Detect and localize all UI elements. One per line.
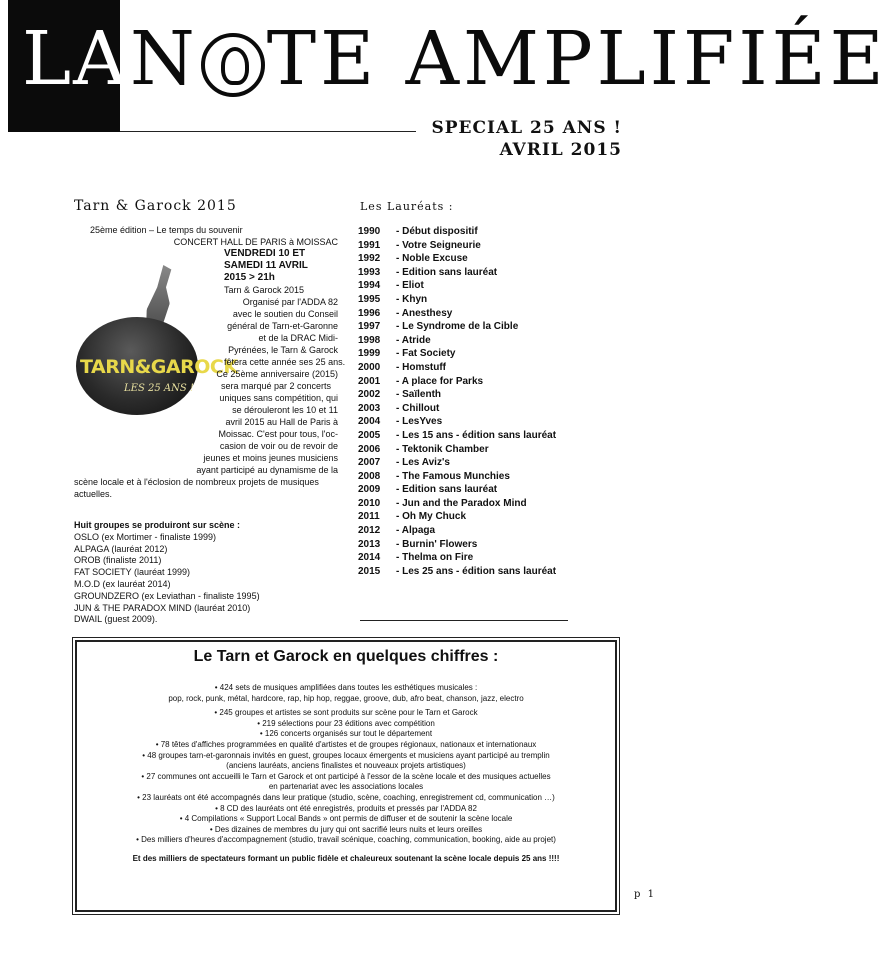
figures-title: Le Tarn et Garock en quelques chiffres :	[193, 648, 499, 665]
laureat-row	[358, 239, 556, 253]
laureat-year: 1997	[358, 321, 381, 333]
laureat-year: 1991	[358, 239, 381, 251]
article-line: sera marqué par 2 concerts	[220, 381, 332, 391]
laureat-row	[358, 483, 556, 497]
laureat-year: 1990	[358, 226, 381, 237]
article-line: ayant participé au dynamisme de la	[196, 465, 338, 475]
laureat-year: 1995	[358, 293, 381, 305]
laureat-name: - Burnin' Flowers	[396, 538, 478, 550]
group-item: GROUNDZERO (ex Leviathan - finaliste 1995)	[74, 590, 260, 601]
issue-info	[431, 117, 622, 161]
laureat-row	[358, 361, 556, 375]
figure-line: pop, rock, punk, métal, hardcore, rap, hip hop, reggae, groove, dub, afro beat, chanson, jazz, electro	[168, 693, 524, 703]
laureat-row	[358, 402, 556, 416]
laureat-name: - Atride	[396, 334, 431, 346]
article-subtitle: 25ème édition – Le temps du souvenir	[90, 225, 243, 235]
laureat-year: 2008	[358, 470, 381, 482]
laureat-row	[358, 347, 556, 361]
laureat-name: - Anesthesy	[396, 307, 453, 319]
article-line: 2015 > 21h	[224, 272, 275, 283]
article-line: scène locale et à l'éclosion de nombreux projets de musiques	[74, 477, 319, 487]
laureat-row	[358, 443, 556, 457]
groups-list	[74, 520, 338, 626]
article-line: se dérouleront les 10 et 11	[232, 405, 338, 415]
laureats-title: Les Lauréats :	[360, 200, 454, 213]
figure-line: • 424 sets de musiques amplifiées dans toutes les esthétiques musicales :	[214, 683, 478, 692]
laureat-year: 2013	[358, 538, 381, 550]
laureat-name: - Début dispositif	[396, 226, 478, 237]
laureat-year: 1996	[358, 307, 381, 319]
figure-line: Et des milliers de spectateurs formant un public fidèle et chaleureux soutenant la scène locale depuis 25 ans !!!!	[132, 853, 560, 863]
laureat-name: - LesYves	[396, 416, 443, 428]
masthead	[0, 14, 888, 104]
laureat-name: - Tektonik Chamber	[396, 443, 489, 455]
group-item: OROB (finaliste 2011)	[74, 555, 162, 566]
article-line: jeunes et moins jeunes musiciens	[203, 453, 338, 463]
laureat-name: - Les 25 ans - édition sans lauréat	[396, 565, 557, 577]
laureat-row	[358, 266, 556, 280]
logo-subtext: LES 25 ANS !	[124, 383, 194, 394]
laureat-year: 2004	[358, 416, 381, 428]
laureats-list	[358, 225, 556, 578]
laureat-year: 2006	[358, 443, 381, 455]
laureat-year: 1993	[358, 266, 381, 278]
laureat-row	[358, 470, 556, 484]
laureat-row	[358, 415, 556, 429]
laureat-year: 2014	[358, 552, 381, 564]
tarn-garock-logo	[74, 255, 238, 410]
issue-date: AVRIL 2015	[499, 140, 622, 160]
figure-line: • 78 têtes d'affiches programmées en qualité d'artistes et de groupes régionaux, nationaux et internationaux	[155, 739, 537, 749]
issue-special: SPECIAL 25 ANS !	[431, 118, 622, 138]
figure-line: • 8 CD des lauréats ont été enregistrés, produits et pressés par l'ADDA 82	[215, 803, 477, 813]
laureat-row	[358, 524, 556, 538]
laureat-year: 2007	[358, 457, 381, 469]
figure-line: • 245 groupes et artistes se sont produits sur scène pour le Tarn et Garock	[214, 708, 478, 718]
laureat-row	[358, 456, 556, 470]
figure-line: (anciens lauréats, anciens finalistes et nouveaux projets artistiques)	[226, 761, 466, 771]
laureat-name: - Fat Society	[396, 348, 456, 360]
laureat-year: 1998	[358, 334, 381, 346]
figure-line: • 219 sélections pour 23 éditions avec compétition	[257, 718, 435, 728]
article-line: Moissac. C'est pour tous, l'oc-	[218, 429, 338, 439]
laureat-name: - Le Syndrome de la Cible	[396, 321, 519, 333]
figure-line: • Des milliers d'heures d'accompagnement (studio, travail scénique, coaching, communication, booking, aide au projet)	[136, 835, 556, 845]
figure-line: • 23 lauréats ont été accompagnés dans leur pratique (studio, scène, coaching, enregistrement cd, communication …)	[137, 792, 555, 802]
article-line: et de la DRAC Midi-	[258, 333, 338, 343]
figure-line: • 4 Compilations « Support Local Bands » ont permis de diffuser et de soutenir la scène locale	[179, 814, 513, 824]
article-line: actuelles.	[74, 489, 113, 499]
article-line: Pyrénées, le Tarn & Garock	[228, 345, 338, 355]
laureat-year: 2001	[358, 375, 381, 387]
masthead-underline	[120, 131, 416, 132]
laureat-name: - Noble Excuse	[396, 253, 468, 265]
figure-line: • 27 communes ont accueilli le Tarn et Garock et ont participé à l'essor de la scène locale et des musiques actuelles	[141, 771, 551, 781]
laureat-row	[358, 252, 556, 266]
figures-body	[80, 683, 612, 865]
laureat-row	[358, 279, 556, 293]
article-line: Organisé par l'ADDA 82	[242, 297, 338, 307]
group-item: M.O.D (ex lauréat 2014)	[74, 578, 171, 589]
laureat-row	[358, 565, 556, 579]
laureat-name: - Edition sans lauréat	[396, 484, 498, 496]
article-line: fêtera cette année ses 25 ans.	[224, 357, 346, 367]
article-line: avril 2015 au Hall de Paris à	[225, 417, 338, 427]
laureat-row	[358, 538, 556, 552]
logo-text: TARN&GAROCK	[80, 356, 238, 378]
laureat-name: - Les 15 ans - édition sans lauréat	[396, 429, 557, 441]
page-number: p 1	[634, 889, 656, 900]
masthead-title	[130, 14, 888, 104]
article-line: général de Tarn-et-Garonne	[227, 321, 338, 331]
laureat-row	[358, 497, 556, 511]
laureat-name: - Oh My Chuck	[396, 511, 467, 523]
laureat-year: 2015	[358, 565, 381, 577]
masthead-rest: TE AMPLIFIÉE	[266, 16, 888, 102]
laureat-year: 2009	[358, 484, 381, 496]
laureat-name: - Les Aviz's	[396, 457, 450, 469]
article-line: VENDREDI 10 ET	[224, 248, 306, 259]
figure-line: • 48 groupes tarn-et-garonnais invités en guest, groupes locaux émergents et musiciens ayant participé au tremplin	[142, 750, 550, 760]
figure-line: en partenariat avec les associations locales	[268, 782, 424, 792]
figure-line: • 126 concerts organisés sur tout le département	[259, 729, 433, 739]
laureat-year: 2010	[358, 497, 381, 509]
laureat-row	[358, 334, 556, 348]
laureat-row	[358, 225, 556, 239]
article-line: SAMEDI 11 AVRIL	[224, 260, 308, 271]
laureat-year: 2002	[358, 389, 381, 401]
article-header	[74, 224, 338, 248]
laureat-row	[358, 375, 556, 389]
laureat-year: 1999	[358, 348, 381, 360]
article-line: avec le soutien du Conseil	[232, 309, 338, 319]
laureat-row	[358, 293, 556, 307]
laureat-name: - Alpaga	[396, 525, 436, 537]
article-venue: CONCERT HALL DE PARIS à MOISSAC	[173, 237, 338, 247]
figure-line: • Des dizaines de membres du jury qui ont sacrifié leurs nuits et leurs oreilles	[209, 824, 483, 834]
laureat-name: - Jun and the Paradox Mind	[396, 497, 527, 509]
laureat-name: - Eliot	[396, 280, 424, 292]
laureat-name: - Saïlenth	[396, 389, 442, 401]
laureat-row	[358, 320, 556, 334]
laureat-name: - Homstuff	[396, 361, 446, 373]
article-line: Tarn & Garock 2015	[224, 285, 305, 295]
laureat-name: - A place for Parks	[396, 375, 484, 387]
article-line: Ce 25ème anniversaire (2015)	[216, 369, 338, 379]
laureats-underline	[360, 620, 568, 621]
laureat-row	[358, 510, 556, 524]
article-line: casion de voir ou de revoir de	[219, 441, 338, 451]
laureat-name: - The Famous Munchies	[396, 470, 510, 482]
groups-title: Huit groupes se produiront sur scène :	[74, 520, 241, 530]
laureat-row	[358, 551, 556, 565]
laureat-year: 2003	[358, 402, 381, 414]
laureat-name: - Votre Seigneurie	[396, 239, 481, 251]
laureat-name: - Chillout	[396, 402, 440, 414]
group-item: OSLO (ex Mortimer - finaliste 1999)	[74, 531, 217, 542]
laureat-year: 1994	[358, 280, 381, 292]
group-item: FAT SOCIETY (lauréat 1999)	[74, 567, 191, 578]
laureat-year: 2005	[358, 429, 381, 441]
laureat-row	[358, 307, 556, 321]
group-item: ALPAGA (lauréat 2012)	[74, 543, 168, 554]
article-title: Tarn & Garock 2015	[74, 198, 237, 214]
masthead-la: LA	[22, 16, 129, 102]
laureat-row	[358, 429, 556, 443]
laureat-name: - Edition sans lauréat	[396, 266, 498, 278]
masthead-n: N	[130, 16, 199, 102]
article-line: uniques sans compétition, qui	[219, 393, 338, 403]
laureat-name: - Khyn	[396, 293, 428, 305]
laureat-year: 1992	[358, 253, 381, 265]
laureat-name: - Thelma on Fire	[396, 552, 474, 564]
note-o-icon	[201, 33, 265, 97]
group-item: JUN & THE PARADOX MIND (lauréat 2010)	[74, 602, 251, 613]
laureat-year: 2000	[358, 361, 381, 373]
laureat-row	[358, 388, 556, 402]
group-item: DWAIL (guest 2009).	[74, 614, 158, 625]
laureat-year: 2011	[358, 511, 380, 523]
laureat-year: 2012	[358, 525, 381, 537]
